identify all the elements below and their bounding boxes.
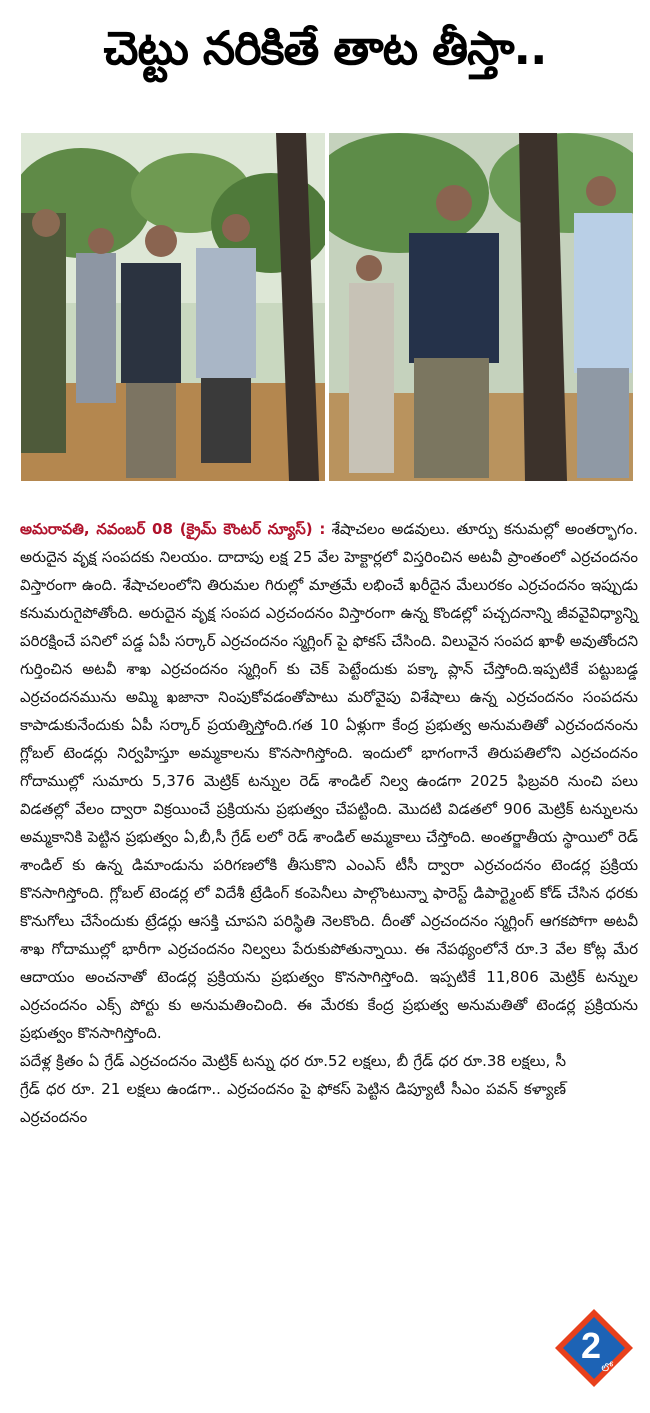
- dateline: అమరావతి, నవంబర్ 08 (క్రైమ్ కౌంటర్ న్యూస్) :: [20, 520, 326, 538]
- logo-number: 2: [580, 1325, 602, 1366]
- news-photo-right: [329, 133, 633, 481]
- publication-logo: [553, 1307, 635, 1389]
- headline: చెట్టు నరికితే తాట తీస్తా..: [103, 21, 547, 75]
- article-paragraph-1: [20, 515, 638, 1047]
- article-body: [20, 515, 638, 1131]
- article-text: శేషాచలం అడవులు. తూర్పు కనుమల్లో అంతర్భాగం. అరుదైన వృక్ష సంపదకు నిలయం. దాదాపు లక్ష 25 వేల హెక్టార్లలో విస్తరించిన అటవీ ప్రాంతంలో ఎర్రచందనం విస్తారంగా ఉంది. శేషాచలంలోని తిరుమల గిరుల్లో మాత్రమే లభించే ఖరీదైన మేలురకం ఎర్రచందనం ఇప్పుడు కనుమరుగైపోతోంది. అరుదైన వృక్ష సంపద ఎర్రచందనం విస్తారంగా ఉన్న కొండల్లో పచ్చదనాన్ని జీవవైవిధ్యాన్ని పరిరక్షించే పనిలో పడ్డ ఏపీ సర్కార్ ఎర్రచందనం స్మగ్లింగ్ పై ఫోకస్ చేసింది. విలువైన సంపద ఖాళీ అవుతోందని గుర్తించిన అటవీ శాఖ ఎర్రచందనం స్మగ్లింగ్ కు చెక్ పెట్టేందుకు పక్కా ప్లాన్ చేస్తోంది.ఇప్పటికే పట్టుబడ్డ ఎర్రచందనమును అమ్మి ఖజానా నింపుకోవడంతోపాటు మరోవైపు విశేషాలు ఉన్న ఎర్రచందనం సంపదను కాపాడుకునేందుకు ఏపీ సర్కార్ ప్రయత్నిస్తోంది.గత 10 ఏళ్లుగా కేంద్ర ప్రభుత్వ అనుమతితో ఎర్రచందనంను గ్లోబల్ టెండర్లు నిర్వహిస్తూ అమ్మకాలను కొనసాగిస్తోంది. ఇందులో భాగంగానే తిరుపతిలోని ఎర్రచందనం గోదాముల్లో సుమారు 5,376 మెట్రిక్ టన్నుల రెడ్ శాండిల్ నిల్వ ఉండగా 2025 ఫిబ్రవరి నుంచి పలు విడతల్లో వేలం ద్వారా విక్రయించే ప్రక్రియను ప్రభుత్వం చేపట్టింది. మొదటి విడతలో 906 మెట్రిక్ టన్నులను అమ్మకానికి పెట్టిన ప్రభుత్వం ఏ,బీ,సీ గ్రేడ్ లలో రెడ్ శాండిల్ అమ్మకాలు చేస్తోంది. అంతర్జాతీయ స్థాయిలో రెడ్ శాండిల్ కు ఉన్న డిమాండును పరిగణలోకి తీసుకొని ఎంఎస్ టీసీ ద్వారా ఎర్రచందనం టెండర్ల ప్రక్రియ కొనసాగిస్తోంది. గ్లోబల్ టెండర్ల లో విదేశీ ట్రేడింగ్ కంపెనీలు పాల్గొంటున్నా ఫారెస్ట్ డిపార్ట్మెంట్ కోడ్ చేసిన ధరకు కొనుగోలు చేసేందుకు ట్రేడర్లు ఆసక్తి చూపని పరిస్థితి నెలకొంది. దీంతో ఎర్రచందనం స్మగ్లింగ్ ఆగకపోగా అటవీ శాఖ గోదాముల్లో భారీగా ఎర్రచందనం నిల్వలు పేరుకుపోతున్నాయి. ఈ నేపథ్యంలోనే రూ.3 వేల కోట్ల మేర ఆదాయం అంచనాతో టెండర్ల ప్రక్రియను ప్రభుత్వం కొనసాగిస్తోంది. ఇప్పటికే 11,806 మెట్రిక్ టన్నుల ఎర్రచందనం ఎక్స్ పోర్టు కు అనుమతించింది. ఈ మేరకు కేంద్ర ప్రభుత్వ అనుమతితో టెండర్ల ప్రక్రియను ప్రభుత్వం కొనసాగిస్తోంది.: [20, 520, 639, 1042]
- logo-suffix: లో: [601, 1361, 613, 1374]
- news-photo-left: [21, 133, 325, 481]
- article-paragraph-2: పదేళ్ల క్రితం ఏ గ్రేడ్ ఎర్రచందనం మెట్రిక్ టన్ను ధర రూ.52 లక్షలు, బీ గ్రేడ్ ధర రూ.38 లక్షలు, సీ గ్రేడ్ ధర రూ. 21 లక్షలు ఉండగా.. ఎర్రచందనం పై ఫోకస్ పెట్టిన డిప్యూటీ సీఎం పవన్ కళ్యాణ్ ఎర్రచందనం: [20, 1052, 566, 1126]
